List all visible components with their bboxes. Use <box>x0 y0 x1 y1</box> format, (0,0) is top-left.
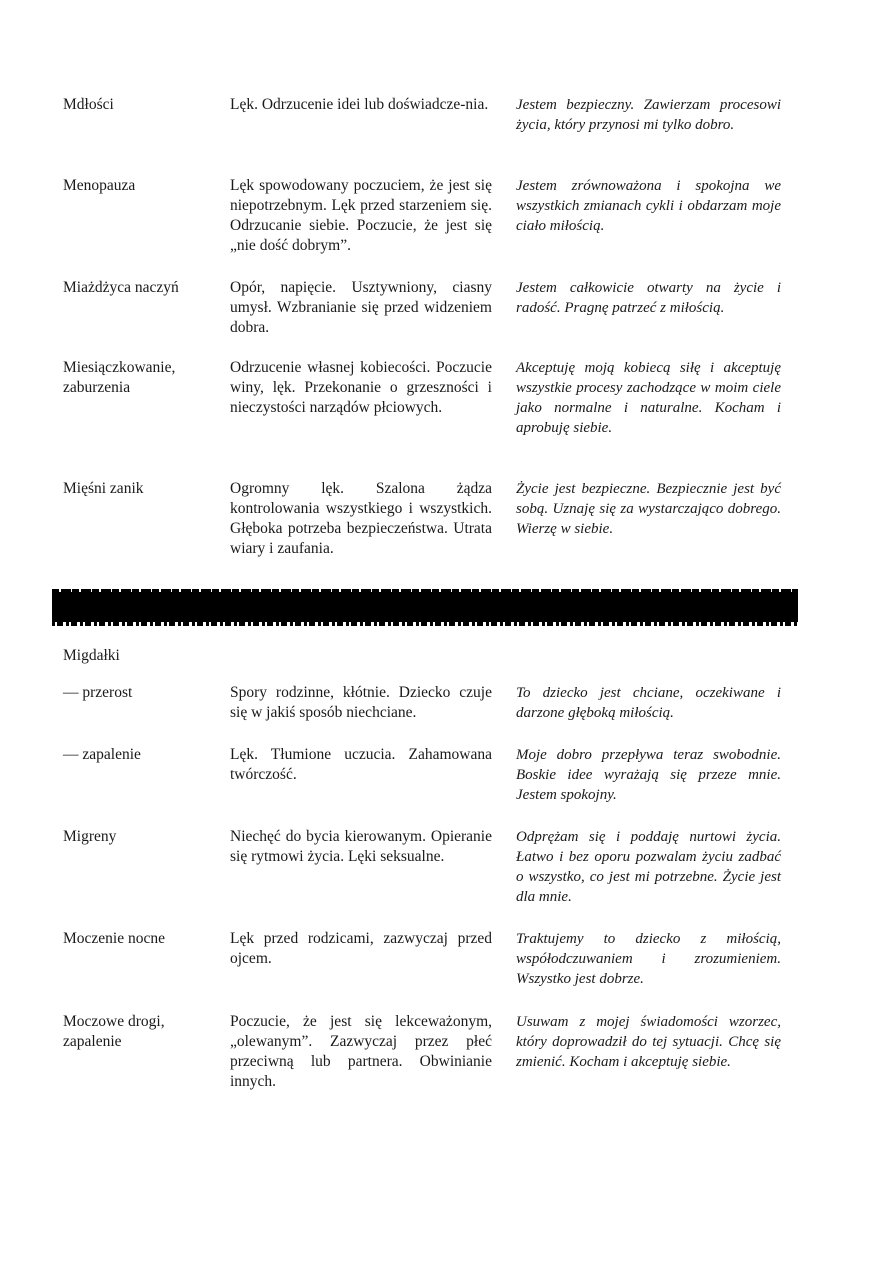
entry-term: Mdłości <box>63 96 114 113</box>
entry-cause: Lęk spowodowany poczuciem, że jest się niepotrzebnym. Lęk przed starzeniem się. Odrzucanie siebie. Poczucie, że jest się „nie dość dobrym”. <box>230 177 492 254</box>
entry-cause: Opór, napięcie. Usztywniony, ciasny umysł. Wzbranianie się przed widzeniem dobra. <box>230 279 492 336</box>
entry-affirmation: Akceptuję moją kobiecą siłę i akceptuję wszystkie procesy zachodzące w moim ciele jako normalne i naturalne. Kocham i aprobuję siebie. <box>516 360 781 436</box>
entry-cause: Ogromny lęk. Szalona żądza kontrolowania wszystkiego i wszystkich. Głęboka potrzeba bezpieczeństwa. Utrata wiary i zaufania. <box>230 480 492 557</box>
entry-affirmation: Moje dobro przepływa teraz swobodnie. Boskie idee wyrażają się przeze mnie. Jestem spokojny. <box>516 747 781 803</box>
entry-term: — przerost <box>63 684 133 701</box>
entry-cause: Niechęć do bycia kierowanym. Opieranie się rytmowi życia. Lęki seksualne. <box>230 828 492 865</box>
entry-term: Migreny <box>63 828 117 845</box>
entry-cause: Lęk przed rodzicami, zazwyczaj przed ojcem. <box>230 930 492 967</box>
entry-cause: Poczucie, że jest się lekceważonym, „olewanym”. Zazwyczaj przez płeć przeciwną lub partnera. Obwinianie innych. <box>230 1013 492 1090</box>
entry-cause: Lęk. Tłumione uczucia. Zahamowana twórczość. <box>230 746 492 783</box>
scan-black-bar <box>52 592 798 622</box>
entry-term: Moczowe drogi, zapalenie <box>63 1013 165 1050</box>
entry-term: Moczenie nocne <box>63 930 165 947</box>
entry-affirmation: Jestem bezpieczny. Zawierzam procesowi życia, który przynosi mi tylko dobro. <box>516 97 781 133</box>
entry-term: Miażdżyca naczyń <box>63 279 179 296</box>
entry-affirmation: Odprężam się i poddaję nurtowi życia. Łatwo i bez oporu pozwalam życiu zadbać o wszystko, co jest mi potrzebne. Życie jest dla mnie. <box>516 829 781 905</box>
entry-term: Mięśni zanik <box>63 480 144 497</box>
entry-affirmation: Traktujemy to dziecko z miłością, współodczuwaniem i zrozumieniem. Wszystko jest dobrze. <box>516 931 781 987</box>
entry-cause: Spory rodzinne, kłótnie. Dziecko czuje się w jakiś sposób niechciane. <box>230 684 492 721</box>
scan-bar-edge <box>52 622 798 626</box>
entry-affirmation: Jestem całkowicie otwarty na życie i radość. Pragnę patrzeć z miłością. <box>516 280 781 316</box>
entry-affirmation: To dziecko jest chciane, oczekiwane i darzone głęboką miłością. <box>516 685 781 721</box>
entry-affirmation: Jestem zrównoważona i spokojna we wszystkich zmianach cykli i obdarzam moje ciało miłością. <box>516 178 781 234</box>
section-heading: Migdałki <box>63 647 120 664</box>
entry-term: — zapalenie <box>63 746 141 763</box>
entry-cause: Odrzucenie własnej kobiecości. Poczucie winy, lęk. Przekonanie o grzeszności i nieczystości narządów płciowych. <box>230 359 492 416</box>
entry-term: Miesiączkowanie, zaburzenia <box>63 359 176 396</box>
entry-cause: Lęk. Odrzucenie idei lub doświadcze-nia. <box>230 96 489 113</box>
entry-affirmation: Usuwam z mojej świadomości wzorzec, który doprowadził do tej sytuacji. Chcę się zmienić. Kocham i akceptuję siebie. <box>516 1014 781 1070</box>
entry-term: Menopauza <box>63 177 136 194</box>
entry-affirmation: Życie jest bezpieczne. Bezpiecznie jest być sobą. Uznaję się za wystarczająco dobrego. Wierzę w siebie. <box>516 481 781 537</box>
